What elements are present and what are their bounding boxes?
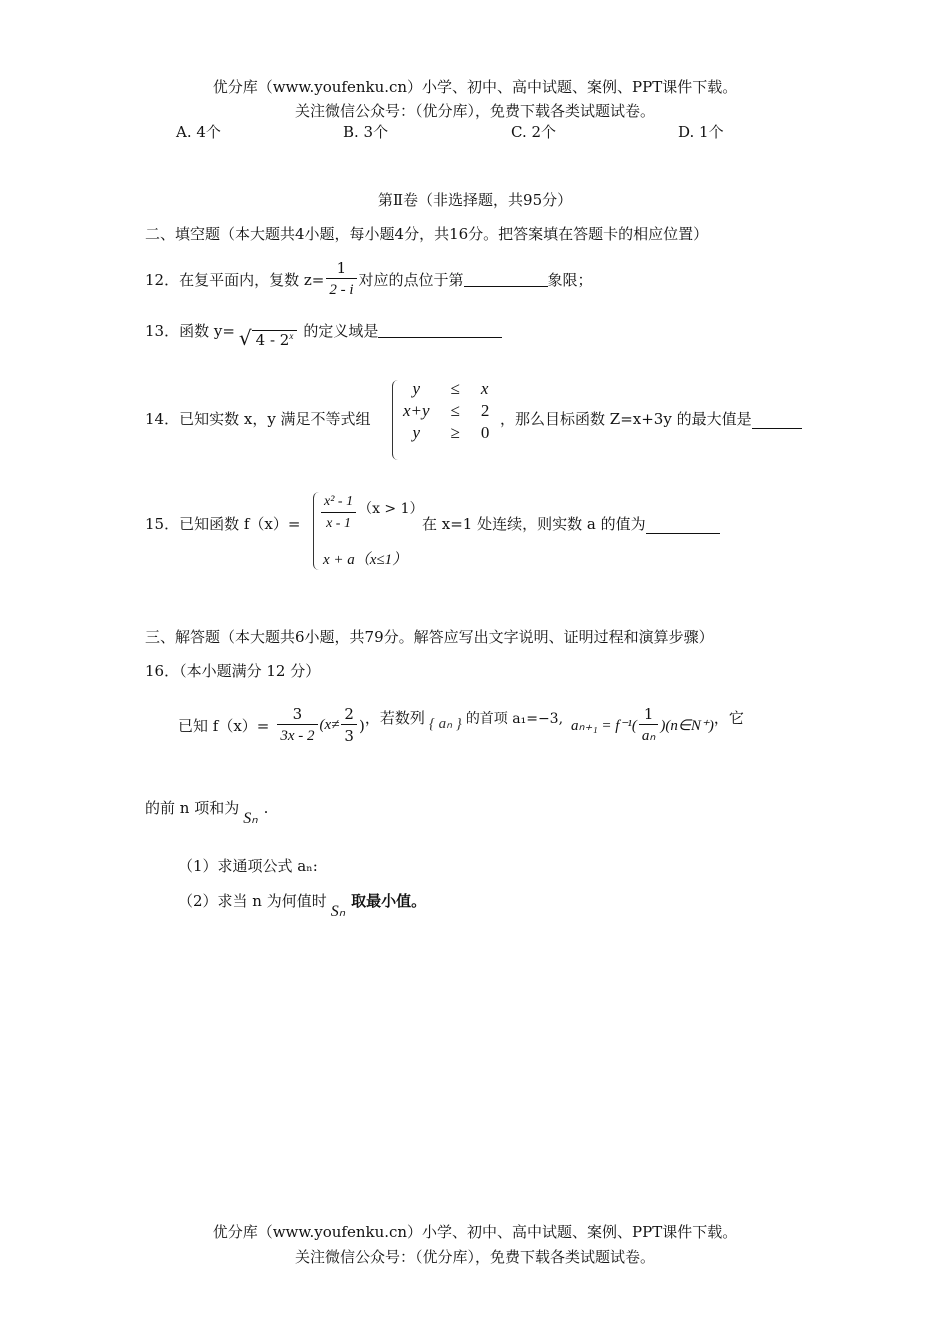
q15-text-b: 在 x=1 处连续，则实数 a 的值为	[422, 515, 646, 533]
q16-f-numerator: 3	[277, 704, 317, 725]
q16-rec-fraction	[639, 704, 658, 747]
q16-cond-post: )	[358, 716, 365, 735]
q16-sum-line	[145, 797, 269, 827]
q16-sequence: { aₙ }	[428, 716, 462, 732]
q12-fraction	[326, 258, 356, 301]
q15-tail	[422, 513, 720, 534]
q16-cond-numerator: 2	[341, 704, 357, 725]
q15-case-1	[319, 492, 424, 535]
q16-cond-fraction	[341, 704, 357, 747]
q16-part2-text-a: （2）求当 n 为何值时	[178, 892, 327, 910]
q15-denominator: x - 1	[326, 516, 351, 531]
q16-rec-denominator: aₙ	[641, 728, 656, 744]
sqrt-icon: √	[238, 326, 252, 350]
q15-numerator: x² - 1	[321, 492, 356, 513]
q16-line2-end: .	[263, 798, 269, 817]
q16-cond-denominator: 3	[344, 727, 354, 745]
q12-text-c: 象限；	[547, 271, 593, 289]
q16-part-1: （1）求通项公式 aₙ:	[178, 857, 318, 875]
choice-c: C. 2个	[511, 123, 557, 141]
q14-row2-op: ≤	[450, 401, 460, 420]
q13-exponent: x	[289, 331, 294, 341]
q14-row3-op: ≥	[450, 423, 460, 442]
header-line-1: 优分库（www.youfenku.cn）小学、初中、高中试题、案例、PPT课件下载。	[212, 78, 738, 96]
part2-title: 第Ⅱ卷（非选择题，共95分）	[377, 191, 573, 209]
q16-recurrence-lhs: aₙ₊₁ = f⁻¹(	[571, 718, 637, 734]
q16-part2-text-b: 取最小值。	[351, 892, 427, 910]
q16-rec-numerator: 1	[639, 704, 658, 725]
q16-f-denominator: 3x - 2	[280, 728, 315, 744]
q12-text-a: 12．在复平面内，复数 z=	[145, 271, 325, 289]
choice-b: B. 3个	[343, 123, 389, 141]
question-12	[145, 258, 593, 301]
q12-text-b: 对应的点位于第	[358, 271, 464, 289]
q14-text-a: 14．已知实数 x，y 满足不等式组	[145, 410, 371, 428]
q16-text-d: ，它	[713, 709, 744, 727]
q16-header: 16．（本小题满分 12 分）	[145, 662, 321, 680]
q14-row2-rhs: 2	[480, 401, 490, 420]
footer-line-2: 关注微信公众号：（优分库），免费下载各类试题试卷。	[294, 1248, 655, 1266]
footer-line-1: 优分库（www.youfenku.cn）小学、初中、高中试题、案例、PPT课件下载。	[212, 1223, 738, 1241]
q13-text-a: 13．函数 y=	[145, 321, 235, 340]
q15-case-2: x + a（x≤1）	[323, 552, 408, 568]
header-line-2: 关注微信公众号：（优分库），免费下载各类试题试卷。	[294, 102, 655, 120]
q14-inequality-system	[396, 378, 496, 444]
q12-answer-blank[interactable]	[464, 272, 548, 287]
q16-line2: 的前 n 项和为	[145, 799, 240, 817]
q13-text-b: 的定义域是	[303, 321, 379, 340]
q16-sum-symbol: Sₙ	[243, 809, 258, 827]
q15-fraction	[321, 492, 356, 535]
q14-row	[396, 400, 496, 422]
q14-row2-lhs: x+y	[403, 401, 430, 420]
choice-d: D. 1个	[678, 123, 724, 141]
q14-row	[396, 378, 496, 400]
q15-condition-1: （x > 1）	[358, 500, 424, 517]
section2-heading: 二、填空题（本大题共4小题，每小题4分，共16分。把答案填在答题卡的相应位置）	[145, 225, 709, 243]
q14-text-b: ，那么目标函数 Z=x+3y 的最大值是	[500, 410, 752, 428]
q15-answer-blank[interactable]	[646, 519, 720, 534]
q16-given-line	[178, 704, 744, 747]
q14-row	[396, 422, 496, 444]
q14-row3-lhs: y	[412, 423, 421, 442]
q16-part-2	[178, 890, 427, 920]
q16-recurrence-post: )(n∈N⁺)	[660, 718, 714, 734]
q16-f-fraction	[277, 704, 317, 747]
q13-answer-blank[interactable]	[378, 323, 502, 338]
section3-heading: 三、解答题（本大题共6小题，共79分。解答应写出文字说明、证明过程和演算步骤）	[145, 628, 714, 646]
q15-text-a: 15．已知函数 f（x）=	[145, 515, 301, 533]
q14-row1-lhs: y	[412, 379, 421, 398]
q14-row3-rhs: 0	[480, 423, 490, 442]
q16-cond-pre: (x≠	[319, 717, 340, 733]
q16-text-c: 的首项 a₁=−3,	[465, 710, 564, 727]
q16-text-b: ，若数列	[364, 709, 425, 727]
q14-row1-rhs: x	[480, 379, 489, 398]
q16-part2-symbol: Sₙ	[330, 902, 346, 920]
q16-text-a: 已知 f（x）=	[178, 717, 270, 735]
q12-numerator: 1	[326, 258, 356, 279]
choice-a: A. 4个	[176, 123, 221, 141]
q12-denominator: 2 - i	[329, 282, 354, 298]
q14-row1-op: ≤	[450, 379, 460, 398]
q14-tail	[500, 408, 802, 429]
question-13	[145, 318, 502, 350]
q13-sqrt	[239, 326, 297, 350]
q13-radicand: 4 - 2	[255, 331, 290, 349]
q14-answer-blank[interactable]	[752, 414, 802, 429]
